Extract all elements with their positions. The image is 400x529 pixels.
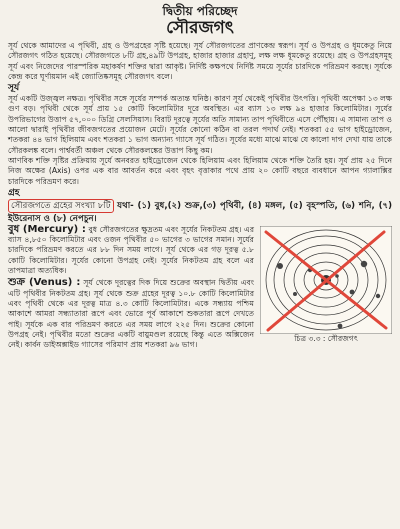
sun-paragraph-2: আণবিক শক্তি সৃষ্টির প্রক্রিয়ায় সূর্যে অনবরত হাইড্রোজেন থেকে হিলিয়াম এবং হিলিয়াম থেকে শক্তি তৈরি হয়। সূর্য প্রায় ২৫ দিনে নিজ অক্ষের (Axis) ওপর এক বার আবর্তন করে এবং বৃহৎ বৃত্তাকার পথে প্রায় ২০ কোটি বছরে ব্যবধানে আপন গ্যালাক্সির চারদিকে পরিভ্রমণ করে। xyxy=(8,155,392,186)
chapter-label: দ্বিতীয় পরিচ্ছেদ xyxy=(162,4,238,18)
venus-heading: শুক্র (Venus) : xyxy=(8,277,81,289)
mercury-text: বুধ সৌরজগতের ক্ষুদ্রতম এবং সূর্যের নিকটতম গ্রহ। এর ব্যাস ৪,৮৫০ কিলোমিটার এবং ওজন পৃথিবীর ৫০ ভাগের ৩ ভাগের সমান। সূর্যের চারদিকে পরিভ্রমণ করতে এর ৮৮ দিন সময় লাগে। সূর্য থেকে এর গড় দূরত্ব ৫.৮ কোটি কিলোমিটার। সূর্যের কোনো উপগ্রহ নেই। সূর্যের নিকটতম গ্রহ বলে এর তাপমাত্রা অত্যধিক। xyxy=(8,224,254,276)
intro-paragraph: সূর্য থেকে আমাদের এ পৃথিবী, গ্রহ ও উপগ্রহের সৃষ্টি হয়েছে। সূর্য সৌরজগতের প্রাণকেন্দ্র স্বরূপ। সূর্য ও উপগ্রহ ও ধূমকেতু নিয়ে সৌরজগৎ গঠিত হয়েছে। সৌরজগতে ৮টি গ্রহ,৪৯টি উপগ্রহ, হাজার হাজার গ্রহাণু, লক্ষ লক্ষ ধূমকেতু রয়েছে। গ্রহ ও উপগ্রহসমূহ সূর্য এবং নিজেদের পারস্পরিক মহাকর্ষণ শক্তির দ্বারা আকৃষ্ট। নির্দিষ্ট কক্ষপথে নির্দিষ্ট সময়ে সূর্যের চারদিকে পরিভ্রমণ করছে। সূর্যকে কেন্দ্র করে ঘূর্ণায়মান এই জ্যোতিষ্কসমূহ সৌরজগৎ বলে। xyxy=(8,41,392,81)
planet-count-highlight: সৌরজগতে গ্রহের সংখ্যা ৮টি xyxy=(8,199,114,213)
solar-system-diagram xyxy=(260,226,392,334)
figure-caption: চিত্র ৩.৩ : সৌরজগৎ xyxy=(294,333,358,343)
planets-heading: গ্রহ xyxy=(8,187,20,198)
mercury-heading: বুধ (Mercury) : xyxy=(8,223,86,235)
page-title: সৌরজগৎ xyxy=(166,18,234,38)
sun-paragraph: সূর্য একটি উজ্জ্বল নক্ষত্র। পৃথিবীর সঙ্গে সূর্যের সম্পর্ক অত্যন্ত ঘনিষ্ঠ। কারণ সূর্য থেকেই পৃথিবীর উৎপত্তি। পৃথিবী অপেক্ষা ১৩ লক্ষ গুণ বড়। পৃথিবী থেকে সূর্য প্রায় ১৫ কোটি কিলোমিটার দূরে অবস্থিত। এর ব্যাস ১৩ লক্ষ ৯৪ হাজার কিলোমিটার। সূর্যের উপরিভাগের উত্তাপ ৫৭,০০০ ডিগ্রি সেলসিয়াস। বিরাট দূরত্বে সূর্যের অতি সামান্য তাপ পৃথিবীতে এসে পৌঁছায়। এ সামান্য তাপ ও আলো দ্বারাই পৃথিবীর জীবজগতের প্রয়োজন মেটে। সূর্যের কোনো কঠিন বা তরল পদার্থ নেই। শতকরা ৫৫ ভাগ হাইড্রোজেন, শতকরা ৪৪ ভাগ হিলিয়াম এবং শতকরা ১ ভাগ অন্যান্য গ্যাসে সূর্য গঠিত। সূর্যের মধ্যে মাঝে মাঝে যে কালো দাগ দেখা যায় তাকে সৌরকলঙ্ক বলে। পার্শ্ববর্তী অঞ্চল থেকে সৌরকলঙ্কের উত্তাপ কিছু কম। xyxy=(8,94,392,155)
planets-paragraph xyxy=(8,199,392,225)
planet-list: যথা- (১) বুধ,(২) শুক্র,(৩) পৃথিবী, (৪) মঙ্গল, (৫) বৃহস্পতি, (৬) শনি, (৭) ইউরেনাস ও (৮) নেপচুন। xyxy=(8,200,393,224)
sun-heading: সূর্য xyxy=(8,83,20,94)
venus-text: সূর্য থেকে দূরত্বের দিক দিয়ে শুক্রের অবস্থান দ্বিতীয় এবং এটি পৃথিবীর নিকটতম গ্রহ। সূর্য থেকে শুক্র গ্রহের দূরত্ব ১০.৮ কোটি কিলোমিটার এবং পৃথিবী থেকে এর দূরত্ব মাত্র ৪.৩ কোটি কিলোমিটার। একে সন্ধ্যায় পশ্চিম আকাশে আমরা সন্ধ্যাতারা রূপে এবং ভোরে পূর্ব আকাশে শুকতারা রূপে দেখতে পাই। সূর্যকে এক বার পরিভ্রমণ করতে এর সময় লাগে ২২৫ দিন। শুক্রের কোনো উপগ্রহ নেই। পৃথিবীর মতো শুক্রের একটি বায়ুমণ্ডল রয়েছে কিন্তু এতে অক্সিজেন নেই। কার্বন ডাইঅক্সাইড গ্যাসের পরিমাণ প্রায় শতকরা ৯৬ ভাগ। xyxy=(8,278,254,350)
solar-system-figure xyxy=(260,226,392,344)
